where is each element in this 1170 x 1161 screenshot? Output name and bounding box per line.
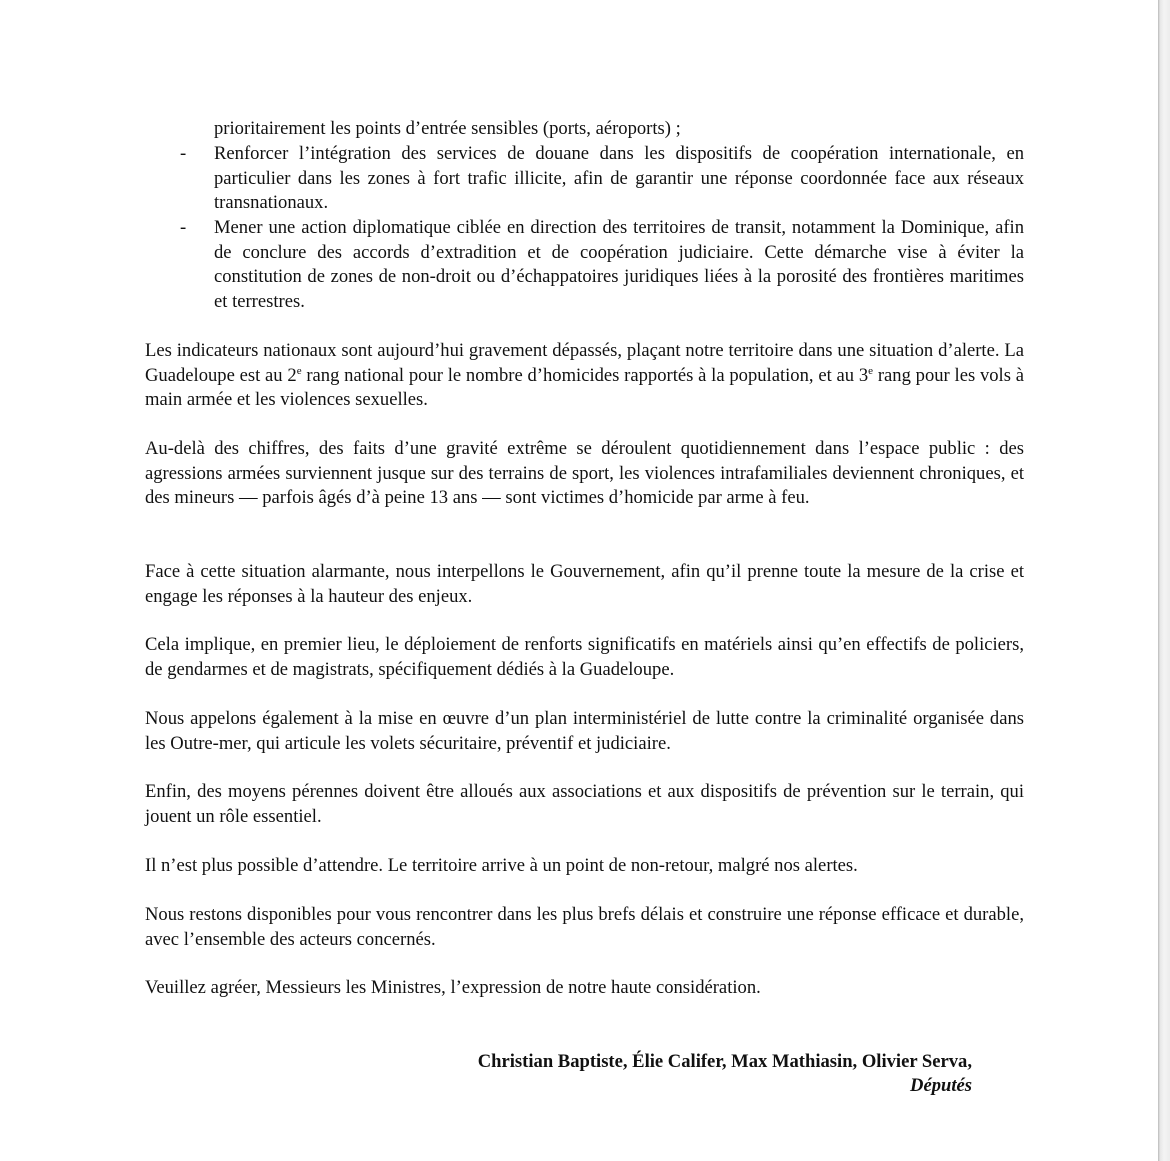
paragraph-indicateurs-part-c: rang pour les vols à main armée et les violences sexuelles. [145, 364, 1024, 411]
superscript: e [296, 364, 302, 377]
bullet-continuation: prioritairement les points d’entrée sensibles (ports, aéroports) ; [214, 118, 681, 139]
signature-role: Députés [910, 1075, 972, 1096]
paragraph-indicateurs-part-a: Les indicateurs nationaux sont aujourd’hui gravement dépassés, plaçant notre territoire dans une situation d’alerte. La Guadeloupe est au 2 [145, 340, 1024, 386]
page-edge [1158, 0, 1170, 1161]
superscript: e [868, 364, 874, 377]
bullet-dash: - [180, 143, 187, 164]
paragraph-salutations: Veuillez agréer, Messieurs les Ministres, l’expression de notre haute considération. [145, 977, 761, 998]
paragraph-interpellation: Face à cette situation alarmante, nous interpellons le Gouvernement, afin qu’il prenne toute la mesure de la crise et engage les réponses à la hauteur des enjeux. [145, 561, 1024, 607]
paragraph-indicateurs-part-b: rang national pour le nombre d’homicides rapportés à la population, et au 3 [301, 364, 869, 386]
bullet-dash: - [180, 217, 187, 238]
paragraph-plan: Nous appelons également à la mise en œuvre d’un plan interministériel de lutte contre la criminalité organisée dans les Outre-mer, qui articule les volets sécuritaire, préventif et judiciaire. [145, 708, 1024, 754]
bullet-item-diplomatie: Mener une action diplomatique ciblée en direction des territoires de transit, notamment la Dominique, afin de conclure des accords d’extradition et de coopération judiciaire. Cette démarche vise à éviter la constitution de zones de non-droit ou d’échappatoires juridiques liées à la porosité des frontières maritimes et terrestres. [214, 217, 1024, 312]
paragraph-indicateurs [145, 339, 1024, 413]
bullet-item-douane: Renforcer l’intégration des services de douane dans les dispositifs de coopération internationale, en particulier dans les zones à fort trafic illicite, afin de garantir une réponse coordonnée face aux réseaux transnationaux. [214, 143, 1024, 214]
paragraph-attendre: Il n’est plus possible d’attendre. Le territoire arrive à un point de non-retour, malgré nos alertes. [145, 855, 858, 876]
paragraph-faits: Au-delà des chiffres, des faits d’une gravité extrême se déroulent quotidiennement dans l’espace public : des agressions armées surviennent jusque sur des terrains de sport, les violences intrafamiliales deviennent chroniques, et des mineurs — parfois âgés d’à peine 13 ans — sont victimes d’homicide par arme à feu. [145, 438, 1024, 509]
paragraph-disponibles: Nous restons disponibles pour vous rencontrer dans les plus brefs délais et construire une réponse efficace et durable, avec l’ensemble des acteurs concernés. [145, 904, 1024, 950]
paragraph-moyens: Enfin, des moyens pérennes doivent être alloués aux associations et aux dispositifs de prévention sur le terrain, qui jouent un rôle essentiel. [145, 781, 1024, 827]
paragraph-renforts: Cela implique, en premier lieu, le déploiement de renforts significatifs en matériels ainsi qu’en effectifs de policiers, de gendarmes et de magistrats, spécifiquement dédiés à la Guadeloupe. [145, 634, 1024, 680]
signature-names: Christian Baptiste, Élie Califer, Max Mathiasin, Olivier Serva, [477, 1051, 972, 1072]
